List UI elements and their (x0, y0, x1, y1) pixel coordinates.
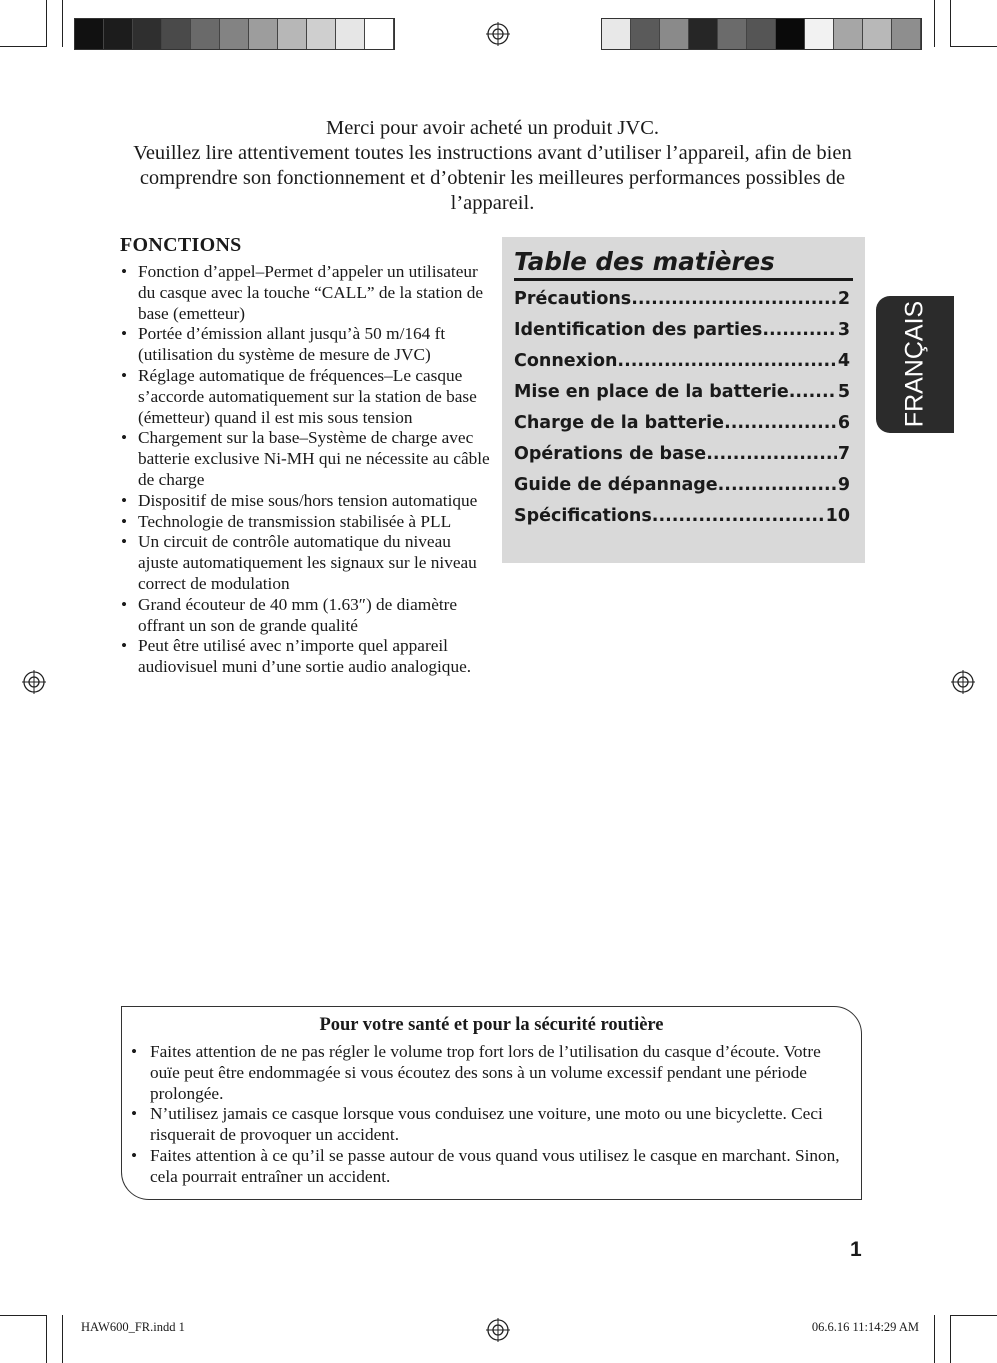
color-swatch (776, 19, 805, 49)
toc-leader (724, 413, 837, 433)
features-heading: FONCTIONS (120, 234, 242, 256)
crop-mark (950, 0, 951, 47)
toc-leader (718, 475, 837, 495)
feature-item: • Technologie de transmission stabilisée à PLL (120, 512, 490, 533)
language-tab (876, 296, 954, 433)
toc-leader (652, 506, 825, 526)
crop-mark (62, 1315, 63, 1363)
color-swatch (220, 19, 249, 49)
color-swatch (863, 19, 892, 49)
toc-entry-label: Mise en place de la batterie (514, 382, 789, 402)
features-section (120, 234, 490, 678)
crop-mark (950, 46, 997, 47)
registration-mark-icon (486, 1318, 510, 1342)
page-number: 1 (850, 1238, 862, 1261)
feature-item: • Dispositif de mise sous/hors tension automatique (120, 491, 490, 512)
color-swatch (660, 19, 689, 49)
toc-leader (631, 289, 837, 309)
crop-mark (934, 0, 935, 47)
safety-heading: Pour votre santé et pour la sécurité routière (319, 1015, 664, 1035)
toc-entry-page: 5 (837, 382, 850, 402)
color-swatch (75, 19, 104, 49)
color-swatch (892, 19, 921, 49)
toc-entry-label: Opérations de base (514, 444, 707, 464)
table-of-contents (502, 237, 865, 563)
color-swatch (162, 19, 191, 49)
crop-mark (0, 46, 47, 47)
toc-entry-label: Connexion (514, 351, 618, 371)
color-swatch (834, 19, 863, 49)
feature-item: • Chargement sur la base–Système de charge avec batterie exclusive Ni-MH qui ne nécessite au câble de charge (120, 428, 490, 490)
toc-entry-page: 4 (837, 351, 850, 371)
toc-entry-page: 10 (825, 506, 850, 526)
toc-entry-page: 2 (837, 289, 850, 309)
feature-item: • Grand écouteur de 40 mm (1.63″) de diamètre offrant un son de grande qualité (120, 595, 490, 637)
intro-line-1: Merci pour avoir acheté un produit JVC. (325, 117, 660, 139)
toc-entry-page: 6 (837, 413, 850, 433)
crop-mark (950, 1315, 997, 1316)
toc-entry-page: 9 (837, 475, 850, 495)
crop-mark (934, 1315, 935, 1363)
crop-mark (46, 0, 47, 47)
toc-entry-page: 7 (837, 444, 850, 464)
toc-leader (617, 351, 836, 371)
crop-mark (62, 0, 63, 47)
toc-entry[interactable] (514, 506, 850, 537)
crop-mark (950, 1315, 951, 1363)
color-swatch (805, 19, 834, 49)
color-control-bar (601, 18, 922, 50)
intro-line-2: Veuillez lire attentivement toutes les instructions avant d’utiliser l’appareil, afin de bien comprendre son fonctionnement et d’obtenir les meilleures performances possibles de l’appareil. (133, 142, 852, 214)
toc-entry[interactable] (514, 475, 850, 506)
language-tab-label: FRANÇAIS (900, 300, 929, 428)
color-swatch (365, 19, 394, 49)
safety-item: • N’utilisez jamais ce casque lorsque vous conduisez une voiture, une moto ou une bicyclette. Ceci risquerait de provoquer un accident. (150, 1104, 845, 1146)
color-swatch (249, 19, 278, 49)
color-swatch (104, 19, 133, 49)
toc-entry-label: Précautions (514, 289, 632, 309)
registration-mark-icon (951, 670, 975, 694)
feature-item: • Peut être utilisé avec n’importe quel appareil audiovisuel muni d’une sortie audio analogique. (120, 636, 490, 678)
color-swatch (307, 19, 336, 49)
toc-entry-label: Guide de dépannage (514, 475, 718, 495)
toc-entry[interactable] (514, 320, 850, 351)
feature-item: • Portée d’émission allant jusqu’à 50 m/164 ft (utilisation du système de mesure de JVC) (120, 324, 490, 366)
toc-entry[interactable] (514, 413, 850, 444)
toc-entry-label: Charge de la batterie (514, 413, 725, 433)
crop-mark (46, 1315, 47, 1363)
feature-item: • Un circuit de contrôle automatique du niveau ajuste automatiquement les signaux sur le niveau correct de modulation (120, 532, 490, 594)
toc-title: Table des matières (514, 247, 853, 281)
safety-list (122, 1042, 861, 1188)
color-swatch (191, 19, 220, 49)
toc-entry-page: 3 (837, 320, 850, 340)
safety-item: • Faites attention à ce qu’il se passe autour de vous quand vous utilisez le casque en marchant. Sinon, cela pourrait entraîner un accident. (150, 1146, 845, 1188)
intro-text (120, 116, 865, 216)
toc-leader (762, 320, 836, 340)
toc-entry[interactable] (514, 382, 850, 413)
feature-item: • Fonction d’appel–Permet d’appeler un utilisateur du casque avec la touche “CALL” de la station de base (emetteur) (120, 262, 490, 324)
color-swatch (631, 19, 660, 49)
toc-entry[interactable] (514, 289, 850, 320)
safety-item: • Faites attention de ne pas régler le volume trop fort lors de l’utilisation du casque d’écoute. Votre ouïe peut être endommagée si vous écoutez des sons à un volume excessif pendant une période prolongée. (150, 1042, 845, 1104)
color-swatch (718, 19, 747, 49)
feature-item: • Réglage automatique de fréquences–Le casque s’accorde automatiquement sur la station de base (émetteur) quand il est mis sous tension (120, 366, 490, 428)
crop-mark (0, 1315, 47, 1316)
slug-timestamp: 06.6.16 11:14:29 AM (811, 1320, 919, 1334)
color-swatch (278, 19, 307, 49)
slug-file-name: HAW600_FR.indd 1 (81, 1320, 185, 1334)
toc-entry-label: Identification des parties (514, 320, 763, 340)
toc-leader (789, 382, 837, 402)
registration-mark-icon (486, 22, 510, 46)
features-list (120, 262, 490, 678)
toc-leader (706, 444, 837, 464)
safety-notice-box (121, 1006, 862, 1200)
color-swatch (689, 19, 718, 49)
color-swatch (602, 19, 631, 49)
toc-list (514, 289, 850, 537)
registration-mark-icon (22, 670, 46, 694)
toc-entry[interactable] (514, 444, 850, 475)
color-swatch (133, 19, 162, 49)
toc-entry[interactable] (514, 351, 850, 382)
grayscale-color-bar (74, 18, 395, 50)
color-swatch (336, 19, 365, 49)
color-swatch (747, 19, 776, 49)
toc-entry-label: Spécifications (514, 506, 652, 526)
